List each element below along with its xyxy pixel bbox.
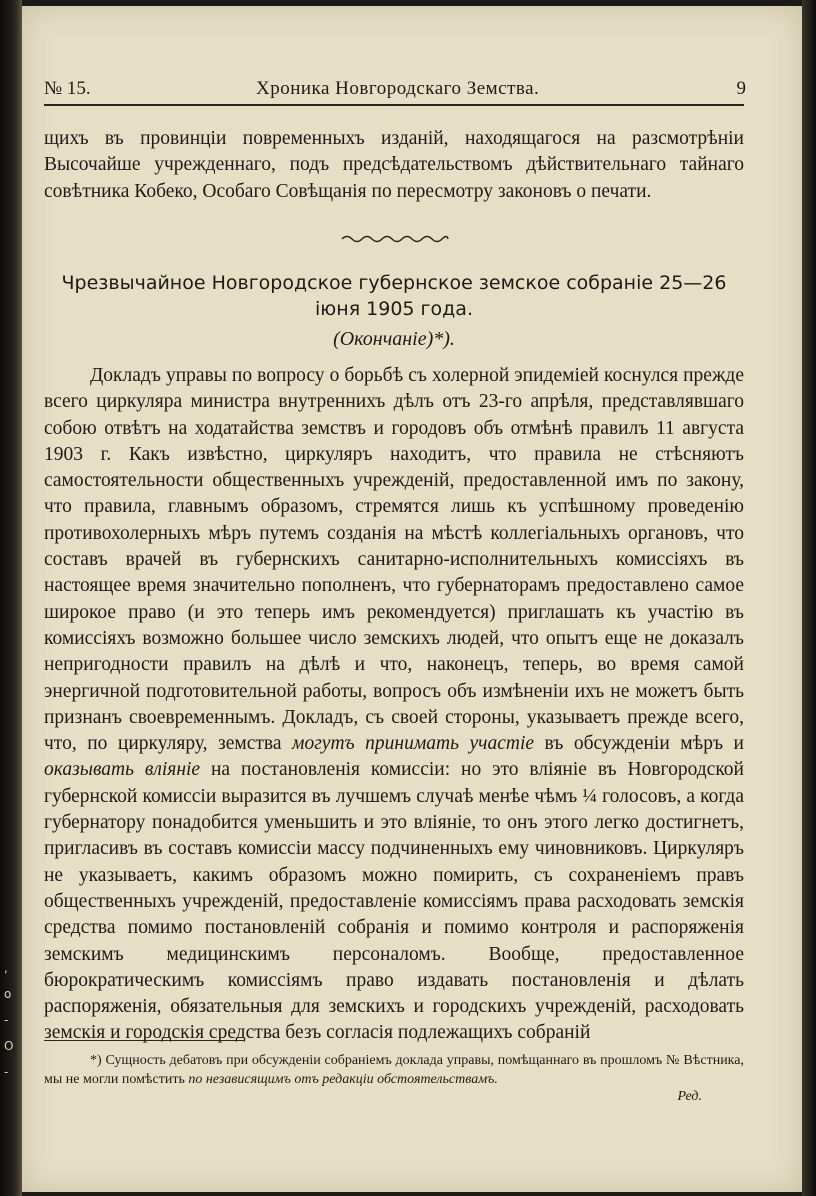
gutter-mark: -: [4, 1065, 9, 1079]
gutter-marks: [4, 955, 18, 1085]
body-emphasis: могутъ принимать участіе: [292, 733, 535, 755]
gutter-mark: -: [4, 1013, 9, 1027]
page-edge-shadow: [802, 0, 816, 1196]
footnote-rule: [44, 1040, 244, 1041]
gutter-mark: ,: [4, 961, 8, 975]
document-page: [22, 6, 802, 1192]
issue-number: № 15.: [44, 78, 91, 99]
editor-signoff: Ред.: [677, 1089, 702, 1104]
body-emphasis: оказывать вліяніе: [44, 759, 201, 781]
footnote-text: *) Сущность дебатовъ при обсужденіи собраніемъ доклада управы, помѣщаннаго въ прошломъ № Вѣстника, мы не могли помѣстить: [44, 1053, 744, 1087]
body-text-part: Докладъ управы по вопросу о борьбѣ съ холерной эпидеміей коснулся прежде всего циркуляра министра внутреннихъ дѣлъ отъ 23-го апрѣля, представлявшаго собою отвѣтъ на ходатайства земствъ и городовъ объ отмѣнѣ правилъ 11 августа 1903 г. Какъ извѣстно, циркуляръ находитъ, что правила не стѣсняютъ самостоятельности общественныхъ учрежденій, предоставленной имъ по закону, что правила, главнымъ образомъ, стремятся лишь къ успѣшному проведенію противохолерныхъ мѣръ путемъ созданія на мѣстѣ коллегіальныхъ органовъ, что составъ врачей въ губернскихъ санитарно-исполнительныхъ комиссіяхъ въ настоящее время значительно пополненъ, что губернаторамъ предоставлено самое широкое право (и это теперь имъ рекомендуется) приглашать къ участію въ комиссіяхъ возможно большее число земскихъ людей, что опытъ еще не доказалъ непригодности правилъ на дѣлѣ и что, наконецъ, теперь, во время самой энергичной подготовительной работы, вопросъ объ измѣненіи ихъ не можетъ быть признанъ своевременнымъ. Докладъ, съ своей стороны, указываетъ прежде всего, что, по циркуляру, земства: [44, 365, 744, 755]
running-header: [44, 76, 744, 102]
section-title: Чрезвычайное Новгородское губернское земское собраніе 25—26 іюня 1905 года.: [61, 272, 727, 320]
gutter-mark: о: [4, 987, 12, 1001]
body-text-part: на постановленія комиссіи: но это вліяніе въ Новгородской губернской комиссіи выразится въ лучшемъ случаѣ менѣе чѣмъ ¼ голосовъ, а когда губернатору понадобится уменьшить и это вліяніе, то онъ этого легко достигнетъ, пригласивъ въ составъ комиссіи массу подчиненныхъ ему чиновниковъ. Циркуляръ не указываетъ, какимъ образомъ можно помирить, съ сохраненіемъ правъ общественныхъ учрежденій, предоставленіе комиссіямъ права расходовать земскія средства помимо постановленій собранія и помимо контроля и распоряженія земскимъ медицинскимъ персоналомъ. Вообще, предоставленное бюрократическимъ комиссіямъ право издавать постановленія и дѣлать распоряженія, обязательныя для земскихъ и городскихъ учрежденій, расходовать земскія и городскія средства безъ согласія подлежащихъ собраній: [44, 759, 744, 1044]
section-subtitle: (Окончаніе)*).: [333, 328, 455, 350]
page-number: 9: [736, 78, 746, 99]
section-divider-ornament: [340, 232, 450, 246]
footnote-emphasis: по независящимъ отъ редакціи обстоятельствамъ.: [188, 1072, 498, 1087]
footnote: [44, 1051, 744, 1089]
body-paragraph: [44, 363, 744, 1047]
intro-paragraph: щихъ въ провинціи повременныхъ изданій, находящагося на разсмотрѣніи Высочайше учрежденнаго, подъ предсѣдательствомъ дѣйствительнаго тайнаго совѣтника Кобеко, Особаго Совѣщанія по пересмотру законовъ о печати.: [44, 128, 744, 202]
journal-title: Хроника Новгородскаго Земства.: [256, 78, 540, 99]
gutter-mark: О: [4, 1039, 14, 1053]
header-rule: [44, 104, 744, 106]
body-text-part: въ обсужденіи мѣръ и: [544, 733, 744, 755]
